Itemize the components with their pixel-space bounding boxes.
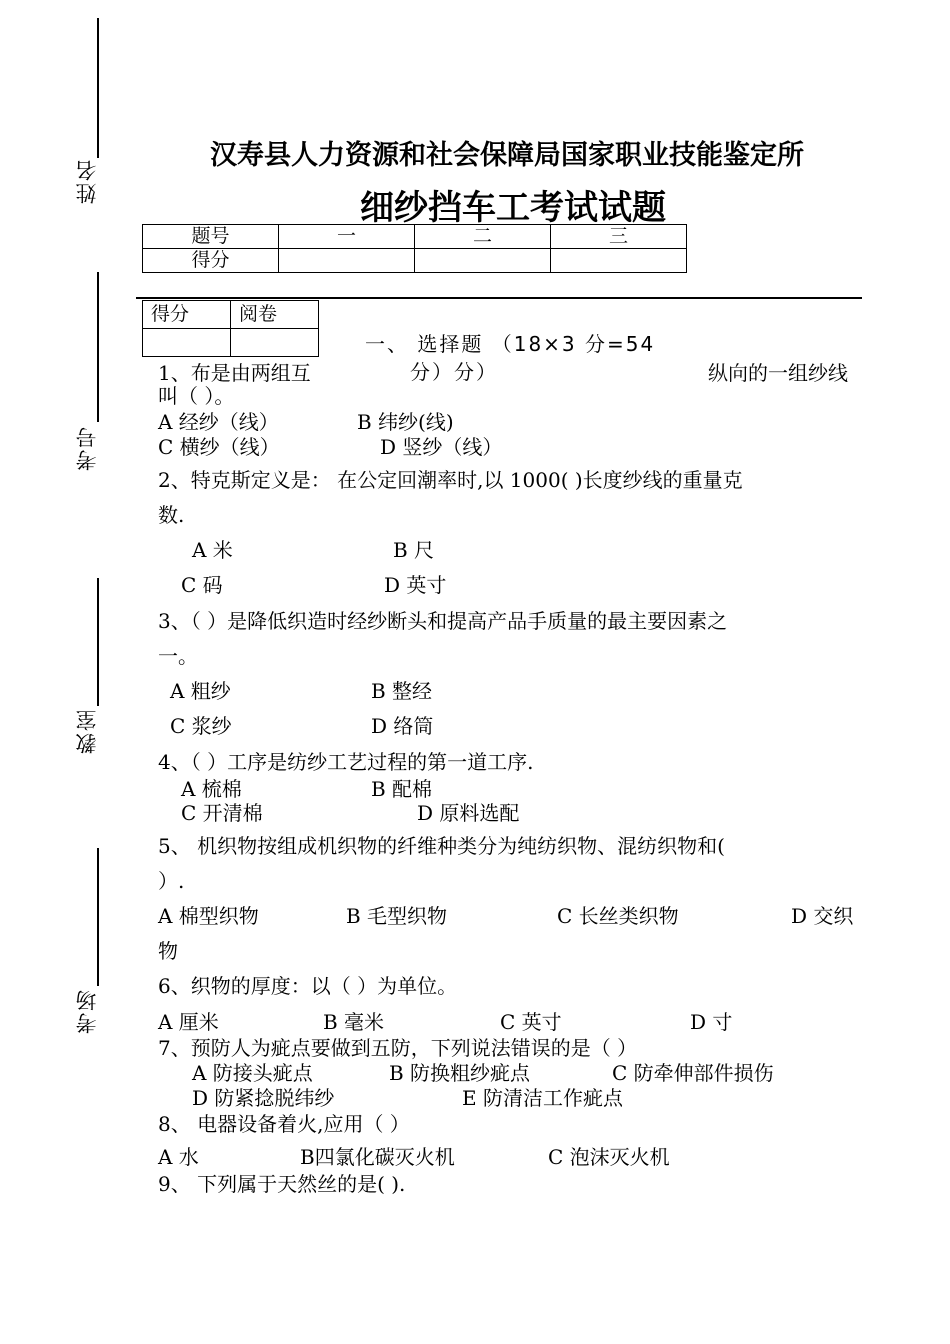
q8-option-c[interactable]: C 泡沫灭火机: [548, 1145, 670, 1169]
q3-text: 3、（ ）是降低织造时经纱断头和提高产品手质量的最主要因素之: [158, 609, 728, 633]
q1-option-b[interactable]: B 纬纱(线): [357, 410, 454, 434]
q7-option-e[interactable]: E 防清洁工作疵点: [462, 1086, 623, 1110]
q2-text: 2、特克斯定义是： 在公定回潮率时,以 1000( )长度纱线的重量克: [158, 468, 743, 492]
q1-option-a[interactable]: A 经纱（线）: [158, 410, 279, 434]
q7-option-d[interactable]: D 防紧捻脱纬纱: [192, 1086, 335, 1110]
q6-option-b[interactable]: B 毫米: [323, 1010, 385, 1034]
q5-option-d[interactable]: D 交织: [791, 904, 854, 928]
grader-score-label: 得分: [143, 301, 231, 329]
q2-option-c[interactable]: C 码: [181, 573, 223, 597]
q5-option-a[interactable]: A 棉型织物: [158, 904, 259, 928]
venue-line: [97, 848, 99, 986]
q6-option-d[interactable]: D 寸: [690, 1010, 733, 1034]
section-heading-cont: 分）分）: [410, 360, 498, 384]
q7-text: 7、预防人为疵点要做到五防，下列说法错误的是（ ）: [158, 1036, 638, 1060]
cell-score-2[interactable]: [415, 249, 551, 273]
cell-section-1: 一: [279, 225, 415, 249]
divider-line: [136, 297, 862, 299]
cell-score-1[interactable]: [279, 249, 415, 273]
q8-text: 8、 电器设备着火,应用（ ）: [158, 1112, 410, 1136]
exam-title: 细纱挡车工考试试题: [360, 188, 666, 228]
q2-text-cont: 数.: [158, 503, 185, 527]
name-label: 姓名: [75, 158, 99, 204]
q2-option-a[interactable]: A 米: [192, 538, 233, 562]
q1-text-right: 纵向的一组纱线: [708, 361, 848, 385]
q5-text-cont: ）.: [158, 869, 185, 893]
q1-text-cont: 叫（ ）。: [158, 384, 235, 408]
venue-label: 考场: [75, 988, 99, 1034]
grader-reviewer-cell[interactable]: [231, 329, 319, 357]
q1-option-c[interactable]: C 横纱（线）: [158, 435, 280, 459]
section-heading: 一、 选择题 （18×3 分=54: [365, 332, 656, 356]
q1-text: 1、布是由两组互: [158, 361, 311, 385]
q7-option-c[interactable]: C 防牵伸部件损伤: [612, 1061, 774, 1085]
q4-option-d[interactable]: D 原料选配: [417, 801, 520, 825]
q5-option-d-cont: 物: [158, 939, 178, 963]
q4-option-b[interactable]: B 配棉: [371, 777, 433, 801]
score-table: [142, 224, 687, 273]
q3-option-a[interactable]: A 粗纱: [170, 679, 231, 703]
q6-text: 6、织物的厚度：以（ ）为单位。: [158, 974, 458, 998]
grader-score-cell[interactable]: [143, 329, 231, 357]
cell-question-no: 题号: [143, 225, 279, 249]
cell-score-label: 得分: [143, 249, 279, 273]
grader-table: [142, 300, 319, 357]
q3-option-c[interactable]: C 浆纱: [170, 714, 232, 738]
q5-option-b[interactable]: B 毛型织物: [346, 904, 448, 928]
score-table-score-row: [143, 249, 687, 273]
classroom-line: [97, 578, 99, 706]
q3-text-cont: 一。: [158, 644, 198, 668]
q8-option-b[interactable]: B四氯化碳灭火机: [300, 1145, 455, 1169]
q3-option-b[interactable]: B 整经: [371, 679, 433, 703]
q5-text: 5、 机织物按组成机织物的纤维种类分为纯纺织物、混纺织物和(: [158, 834, 725, 858]
q9-text: 9、 下列属于天然丝的是( ).: [158, 1172, 406, 1196]
score-table-header-row: [143, 225, 687, 249]
cell-section-2: 二: [415, 225, 551, 249]
name-line: [97, 18, 99, 158]
q7-option-a[interactable]: A 防接头疵点: [192, 1061, 313, 1085]
q4-text: 4、（ ）工序是纺纱工艺过程的第一道工序.: [158, 750, 534, 774]
cell-section-3: 三: [551, 225, 687, 249]
organization-title: 汉寿县人力资源和社会保障局国家职业技能鉴定所: [210, 140, 804, 171]
q2-option-d[interactable]: D 英寸: [384, 573, 447, 597]
grader-reviewer-label: 阅卷: [231, 301, 319, 329]
q2-option-b[interactable]: B 尺: [393, 538, 435, 562]
q5-option-c[interactable]: C 长丝类织物: [557, 904, 679, 928]
exam-no-label: 考号: [75, 425, 99, 471]
classroom-label: 教室: [75, 708, 99, 754]
q4-option-c[interactable]: C 开清棉: [181, 801, 263, 825]
q3-option-d[interactable]: D 络筒: [371, 714, 434, 738]
q7-option-b[interactable]: B 防换粗纱疵点: [389, 1061, 531, 1085]
q6-option-a[interactable]: A 厘米: [158, 1010, 219, 1034]
q8-option-a[interactable]: A 水: [158, 1145, 199, 1169]
q6-option-c[interactable]: C 英寸: [500, 1010, 562, 1034]
cell-score-3[interactable]: [551, 249, 687, 273]
exam-no-line: [97, 272, 99, 422]
q1-option-d[interactable]: D 竖纱（线）: [380, 435, 503, 459]
q4-option-a[interactable]: A 梳棉: [181, 777, 242, 801]
